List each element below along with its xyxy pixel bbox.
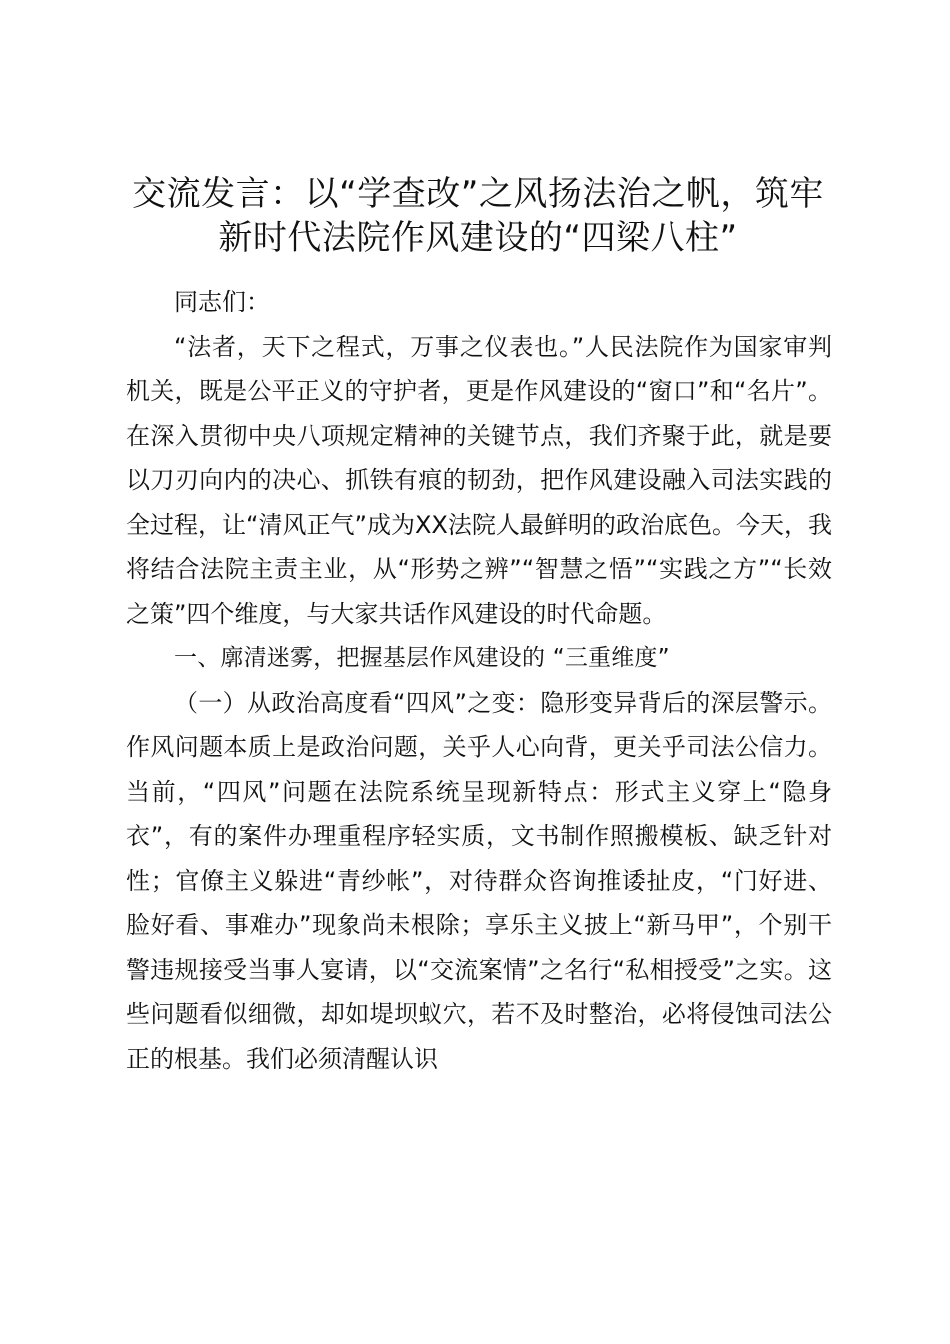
document-body — [126, 280, 832, 1081]
document-title-line-2: 新时代法院作风建设的“四梁八柱” — [218, 218, 738, 258]
salutation: 同志们： — [174, 288, 270, 316]
section-1-heading: 一、廓清迷雾，把握基层作风建设的 “三重维度” — [174, 645, 670, 671]
section-1-paragraph-1: （一）从政治高度看“四风”之变：隐形变异背后的深层警示。作风问题本质上是政治问题，关乎人心向背，更关乎司法公信力。当前，“四风”问题在法院系统呈现新特点：形式主义穿上“隐身衣”，有的案件办理重程序轻实质，文书制作照搬模板、缺乏针对性；官僚主义躲进“青纱帐”，对待群众咨询推诿扯皮，“门好进、脸好看、事难办”现象尚未根除；享乐主义披上“新马甲”，个别干警违规接受当事人宴请，以“交流案情”之名行“私相授受”之实。这些问题看似细微，却如堤坝蚁穴，若不及时整治，必将侵蚀司法公正的根基。我们必须清醒认识 — [126, 688, 832, 1073]
document-title-line-1: 交流发言：以“学查改”之风扬法治之帆，筑牢 — [132, 174, 824, 214]
document-title — [118, 172, 838, 260]
intro-paragraph: “法者，天下之程式，万事之仪表也。”人民法院作为国家审判机关，既是公平正义的守护者，更是作风建设的“窗口”和“名片”。在深入贯彻中央八项规定精神的关键节点，我们齐聚于此，就是要以刀刃向内的决心、抓铁有痕的韧劲，把作风建设融入司法实践的全过程，让“清风正气”成为XX法院人最鲜明的政治底色。今天，我将结合法院主责主业，从“形势之辨”“智慧之悟”“实践之方”“长效之策”四个维度，与大家共话作风建设的时代命题。 — [126, 332, 832, 628]
